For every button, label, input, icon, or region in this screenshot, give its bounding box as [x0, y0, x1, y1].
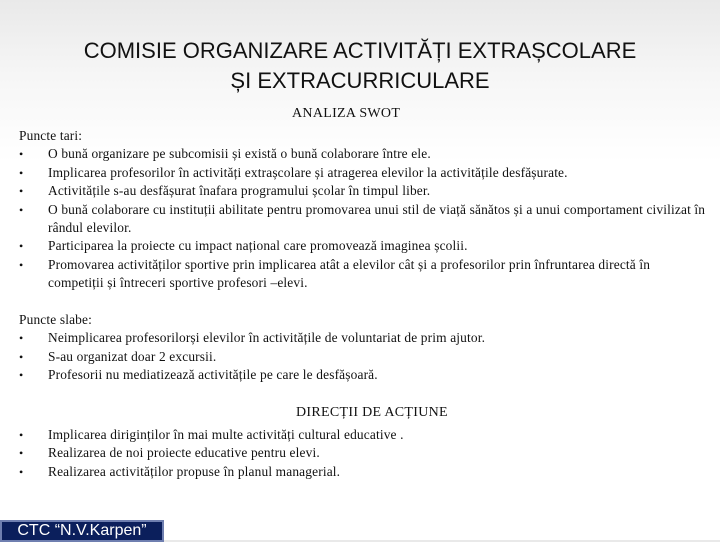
list-item: • Promovarea activităților sportive prin implicarea atât a elevilor cât și a profesorilor prin înfruntarea directă în competiții și întreceri sportive profesori –elevi.: [19, 256, 709, 293]
list-item: • Implicarea profesorilor în activități extrașcolare și atragerea elevilor la activitățile desfășurate.: [19, 164, 709, 182]
slide-title-line-1: COMISIE ORGANIZARE ACTIVITĂȚI EXTRAȘCOLARE: [83, 38, 637, 63]
directions-heading: DIRECȚII DE ACȚIUNE: [296, 405, 448, 420]
list-item: • S-au organizat doar 2 excursii.: [19, 348, 709, 366]
weaknesses-heading: Puncte slabe:: [19, 312, 92, 327]
list-item: • O bună colaborare cu instituții abilitate pentru promovarea unui stil de viață sănătos și a unui comportament civilizat în rândul elevilor.: [19, 201, 709, 238]
weaknesses-list: [19, 329, 709, 384]
strengths-list: [19, 145, 709, 292]
list-item: • Participarea la proiecte cu impact național care promovează imaginea școlii.: [19, 237, 709, 255]
weaknesses-section: [19, 311, 709, 385]
list-item: • Neimplicarea profesorilorși elevilor în activitățile de voluntariat de prim ajutor.: [19, 329, 709, 347]
list-item: • Implicarea diriginților în mai multe activități cultural educative .: [19, 426, 709, 444]
footer-label: CTC “N.V.Karpen”: [0, 520, 164, 542]
directions-list: [19, 426, 709, 481]
swot-subtitle: ANALIZA SWOT: [292, 106, 401, 121]
list-item: • Profesorii nu mediatizează activitățile pe care le desfășoară.: [19, 366, 709, 384]
strengths-section: [19, 127, 709, 293]
slide-title-line-2: ȘI EXTRACURRICULARE: [230, 68, 490, 93]
list-item: • Realizarea activităților propuse în planul managerial.: [19, 463, 709, 481]
list-item: • Activitățile s-au desfășurat înafara programului școlar în timpul liber.: [19, 182, 709, 200]
strengths-heading: Puncte tari:: [19, 128, 83, 143]
slide-title: [0, 36, 720, 96]
directions-section: [19, 426, 709, 481]
list-item: • Realizarea de noi proiecte educative pentru elevi.: [19, 444, 709, 462]
list-item: • O bună organizare pe subcomisii și există o bună colaborare între ele.: [19, 145, 709, 163]
